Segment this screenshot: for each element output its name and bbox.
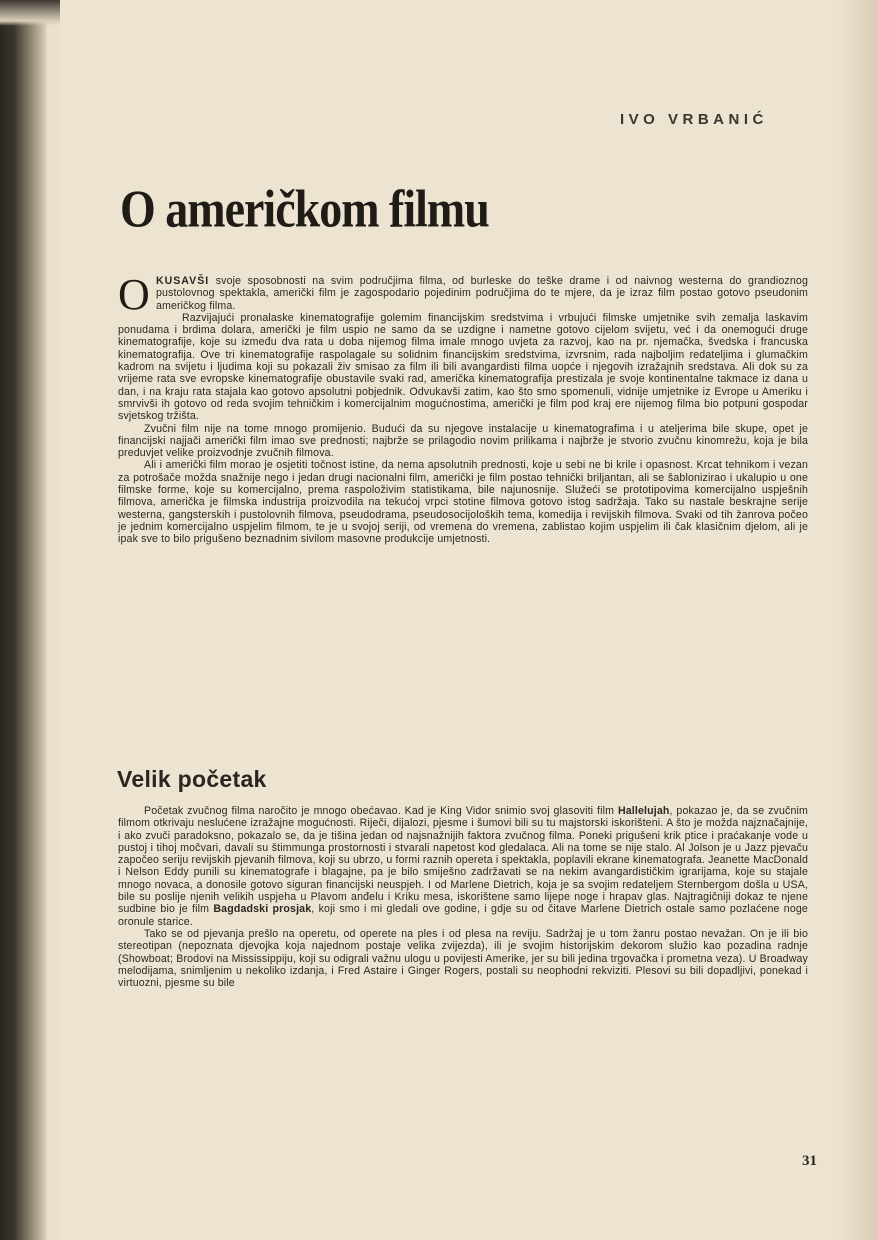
section-text-run: , pokazao je, da se zvučnim filmom otkrivaju neslućene izražajne mogućnosti. Riječi, dijalozi, pjesme i šumovi bili su tu majstorski iskorišteni. A što je možda najznačajnije, i ako zvuči paradoksno, pokazalo se, da je tišina jedan od najsnažnijih faktora zvučnog filma. Poneki prigušeni krik ptice i praćakanje vode u pustoj i tihoj močvari, davali su štimmunga prostornosti i stvarali napetost kod gledalaca. Ali na tome se nije stalo. Al Jolson je u Jazz pjevaču započeo seriju revijskih pjevanih filmova, koji su ubrzo, u formi raznih opereta i spektakla, poplavili ekrane kinematografa. Jeanette MacDonald i Nelson Eddy punili su kinematografe i blagajne, pa je bilo smiješno zadržavati se na nekim avangardističkim igrarijama, koje su stajale mnogo novaca, a donosile gotovo siguran financijski neuspjeh. I od Marlene Dietrich, koja je sa svojim redateljem Sternbergom došla u USA, bile su poslije njenih velikih uspjeha u Plavom anđelu i Kriku mesa, iskorištene samo lijepe noge i hrapav glas. Najtragičniji dokaz te njene sudbine bio je film xyxy=(118,805,808,916)
section-text xyxy=(118,805,808,989)
article-title: O američkom filmu xyxy=(120,179,489,238)
paragraph-3: Zvučni film nije na tome mnogo promijenio. Budući da su njegove instalacije u kinematografima i u ateljerima bile skupe, opet je financijski najjači američki film imao sve prednosti; najbrže se prilagodio novim prilikama i najbrže je stvorio zvučnu kinomrežu, koja je bila preduvjet velike proizvodnje zvučnih filmova. xyxy=(118,422,808,460)
intro-lead-word: KUSAVŠI xyxy=(155,275,210,287)
section-paragraph-2: Tako se od pjevanja prešlo na operetu, od operete na ples i od plesa na reviju. Sadržaj je u tom žanru postao nevažan. On je ili bio stereotipan (nepoznata djevojka koja najednom postaje velika zvijezda), ili je svojim historijskim dekorom služio kao pozadina radnje (Showboat; Brodovi na Mississippiju, koji su odigrali važnu ulogu u povijesti Amerike, jer su bili jedina trgovačka i prometna veza). U Broadway melodijama, snimljenim u nekoliko izdanja, i Fred Astaire i Ginger Rogers, postali su neophodni rekviziti. Plesovi su bili dopadljivi, ponekad i virtuozni, pjesme su bile xyxy=(118,927,808,990)
paragraph-2: Razvijajući pronalaske kinematografije golemim financijskim sredstvima i vrbujući filmske umjetnike svih zemalja laskavim ponudama i brdima dolara, američki je film uspio ne samo da se uzdigne i nametne gotovo cijelom svijetu, već i da onemogući druge kinematografije, koje su između dva rata u doba nijemog filma imale mnogo uvjeta za razvoj, kao na pr. njemačka, švedska i francuska kinematografija. Ove tri kinematografije raspolagale su solidnim financijskim sredstvima, izvrsnim, rada najboljim redateljima i glumačkim kadrom na svijetu i ljudima koji su pokazali živ smisao za film ili bili avangardisti filma uopće i njegovih izražajnih sredstava. Ali dok su za vrijeme rata sve evropske kinematografije obustavile svaki rad, američka kinematografija prestizala je svoje kontinentalne takmace iz dana u dan, i na kraju rata stajala kao gotovo apsolutni pobjednik. Odvukavši zatim, kao što smo spomenuli, vidnije umjetnike iz Evrope u Ameriku i smrvivši ih gotovo od reda svojim tehničkim i komercijalnim mogućnostima, američki je film pod kraj ere nijemog filma bio potpuni gospodar svjetskog tržišta. xyxy=(118,311,808,423)
drop-cap: O xyxy=(118,270,150,319)
film-title-hallelujah: Hallelujah xyxy=(617,805,670,817)
section-text-run: , koji smo i mi gledali ove godine, i gdje su od čitave Marlene Dietrich ostale samo pozlaćene noge oronule starice. xyxy=(118,903,808,928)
paragraph-4: Ali i američki film morao je osjetiti točnost istine, da nema apsolutnih prednosti, koje u sebi ne bi krile i opasnost. Krcat tehnikom i vezan za potrošače možda snažnije nego i jedan drugi nacionalni film, američki je film postao tehnički briljantan, ali se šablonizirao i ukalupio u one filmske forme, koje su komercijalno, prema raspoloživim statistikama, bile najunosnije. Služeći se prototipovima komercijalno uspješnih filmova, američka je filmska industrija proizvodila na tekućoj vrpci stotine filmova gotovo istog sadržaja. Tako su nastale beskrajne serije westerna, gangsterskih i pustolovnih filmova, pseudodrama, pseudosocijoloških tema, komedija i revijskih filmova. Svaki od tih žanrova počeo je jednim komercijalno uspjelim filmom, te je u svojoj seriji, od vremena do vremena, zablistao kojim uspjelim ili čak klasičnim djelom, ali je ipak sve to bilo prigušeno beznadnim sivilom masovne produkcije umjetnosti. xyxy=(118,459,808,546)
section-text-run: Početak zvučnog filma naročito je mnogo obećavao. Kad je King Vidor snimio svoj glasoviti film xyxy=(144,805,615,817)
page xyxy=(60,0,877,1240)
page-edge-stain xyxy=(837,0,877,1240)
article-intro-text xyxy=(118,270,808,546)
book-spine-shadow xyxy=(0,0,48,1240)
author-name: IVO VRBANIĆ xyxy=(620,111,768,128)
film-title-bagdadski: Bagdadski prosjak xyxy=(213,903,312,916)
page-number: 31 xyxy=(802,1153,817,1169)
paragraph-intro xyxy=(118,270,808,319)
intro-text: svoje sposobnosti na svim područjima filma, od burleske do teške drame i od naivnog westerna do grandioznog pustolovnog spektakla, američki film je zagospodario pojedinim područjima do te mjere, da je izraz film postao gotovo pseudonim američkog filma. xyxy=(155,275,808,312)
section-heading: Velik početak xyxy=(117,766,267,792)
section-paragraph-1 xyxy=(118,805,808,928)
